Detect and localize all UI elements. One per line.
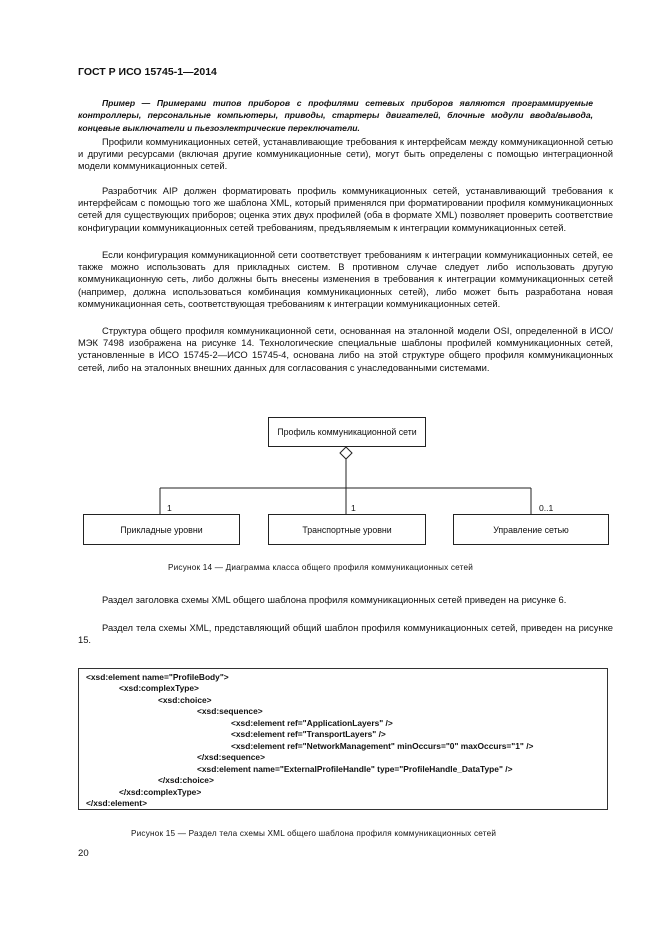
code-line: <xsd:element name="ProfileBody"> xyxy=(86,672,229,682)
code-line: <xsd:complexType> xyxy=(119,683,199,693)
paragraph-4: Структура общего профиля коммуникационной сети, основанная на эталонной модели OSI, определенной в ИСО/МЭК 7498 изображена на рисунке 14. Технологические специальные шаблоны профилей коммуникационных сетей, установленные в ИСО 15745-2—ИСО 15745-4, основана либо на этой структуре общего профиля коммуникационных сетей, либо на эталонных внешних данных для согласования с унаследованными системами. xyxy=(78,325,613,373)
paragraph-6: Раздел тела схемы XML, представляющий общий шаблон профиля коммуникационных сетей, приведен на рисунке 15. xyxy=(78,622,613,646)
example-note: Пример — Примерами типов приборов с профилями сетевых приборов являются программируемые контроллеры, персональные компьютеры, приводы, стартеры двигателей, блочные модули ввода/вывода, концевые выключатели и пьезоэлектрические переключатели. xyxy=(78,98,593,133)
diagram-class-application-layers: Прикладные уровни xyxy=(83,514,240,545)
code-line: <xsd:choice> xyxy=(158,694,212,705)
paragraph-3: Если конфигурация коммуникационной сети соответствует требованиям к интеграции коммуникационных сетей, ее также можно использовать для прикладных систем. В противном случае следует либо использовать другую коммуникационную сеть, либо должны быть внесены изменения в требования к интеграции коммуникационных сетей (например, должна использоваться комбинация коммуникационных сетей), либо может быть разработана новая коммуникационная сеть, соответствующая требованиям к интеграции коммуникационных сетей. xyxy=(78,249,613,309)
paragraph-1: Профили коммуникационных сетей, устанавливающие требования к интерфейсам между коммуникационной сетью и другими ресурсами (включая другие коммуникационные сети), могут быть определены с помощью интеграционной модели коммуникационных сетей. xyxy=(78,136,613,172)
code-line: </xsd:sequence> xyxy=(197,752,265,762)
code-line: <xsd:element ref="TransportLayers" /> xyxy=(231,729,386,739)
diagram-class-transport-layers: Транспортные уровни xyxy=(268,514,426,545)
xml-code-block xyxy=(78,668,608,810)
paragraph-5: Раздел заголовка схемы XML общего шаблона профиля коммуникационных сетей приведен на рисунке 6. xyxy=(102,594,567,605)
code-line: <xsd:element ref="ApplicationLayers" /> xyxy=(231,717,393,728)
multiplicity-network-management: 0..1 xyxy=(539,503,554,513)
figure-15-caption: Рисунок 15 — Раздел тела схемы XML общего шаблона профиля коммуникационных сетей xyxy=(131,829,497,838)
code-line: <xsd:element ref="NetworkManagement" minOccurs="0" maxOccurs="1" /> xyxy=(231,740,534,751)
code-line: <xsd:sequence> xyxy=(197,706,263,716)
multiplicity-application: 1 xyxy=(167,503,172,513)
paragraph-2: Разработчик AIP должен форматировать профиль коммуникационных сетей, устанавливающий требования к интерфейсам с помощью того же шаблона XML, который применялся при форматировании профиля коммуникационных сетей для существующих приборов; оценка этих двух профилей (оба в формате XML) позволяет проверить соответствие конфигурации коммуникационных сетей требованиям, предъявляемым к интеграции коммуникационных сетей. xyxy=(78,185,613,233)
code-line: </xsd:element> xyxy=(86,798,147,808)
diagram-root-class: Профиль коммуникационной сети xyxy=(268,417,426,447)
document-header: ГОСТ Р ИСО 15745-1—2014 xyxy=(78,66,217,78)
page-number: 20 xyxy=(78,848,89,859)
figure-14-caption: Рисунок 14 — Диаграмма класса общего профиля коммуникационных сетей xyxy=(168,563,474,572)
code-line: </xsd:choice> xyxy=(158,775,214,785)
multiplicity-transport: 1 xyxy=(351,503,356,513)
diagram-class-network-management: Управление сетью xyxy=(453,514,609,545)
code-line: </xsd:complexType> xyxy=(119,786,202,797)
code-line: <xsd:element name="ExternalProfileHandle" type="ProfileHandle_DataType" /> xyxy=(197,763,513,774)
